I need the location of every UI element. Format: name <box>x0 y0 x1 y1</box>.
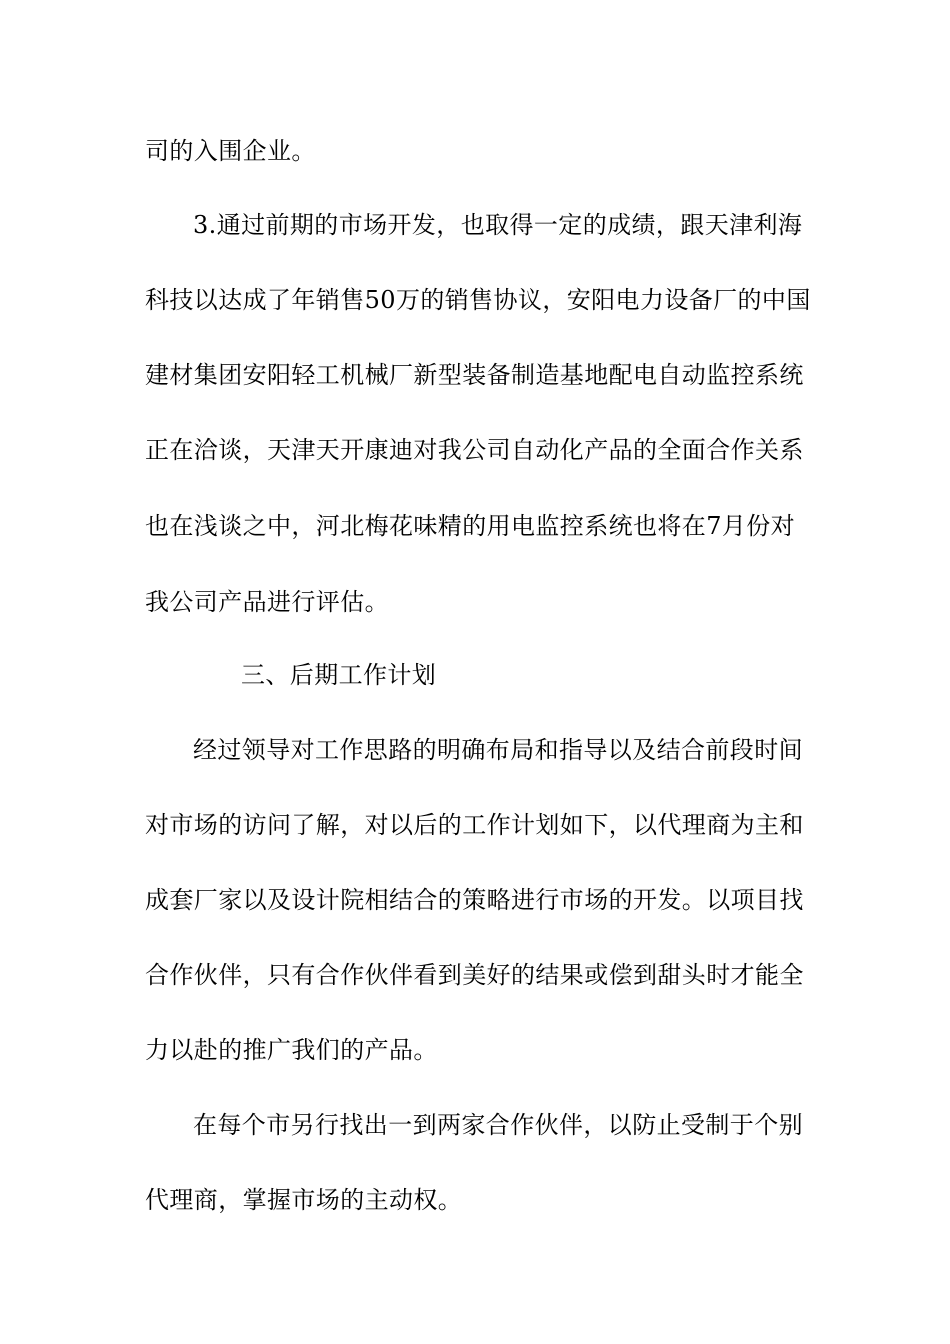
paragraph-line-8: 经过领导对工作思路的明确布局和指导以及结合前段时间 <box>193 736 803 764</box>
paragraph-line-4: 建材集团安阳轻工机械厂新型装备制造基地配电自动监控系统 <box>145 361 804 389</box>
paragraph-line-9: 对市场的访问了解，对以后的工作计划如下，以代理商为主和 <box>145 811 804 839</box>
paragraph-line-7: 我公司产品进行评估。 <box>145 588 389 616</box>
paragraph-line-2: 3.通过前期的市场开发，也取得一定的成绩，跟天津利海 <box>193 211 803 239</box>
paragraph-line-1: 司的入围企业。 <box>145 137 316 165</box>
paragraph-line-11: 合作伙伴，只有合作伙伴看到美好的结果或偿到甜头时才能全 <box>145 961 804 989</box>
paragraph-line-6: 也在浅谈之中，河北梅花味精的用电监控系统也将在7月份对 <box>145 512 796 540</box>
paragraph-line-10: 成套厂家以及设计院相结合的策略进行市场的开发。以项目找 <box>145 886 804 914</box>
paragraph-line-3: 科技以达成了年销售50万的销售协议，安阳电力设备厂的中国 <box>145 286 811 314</box>
paragraph-line-12: 力以赴的推广我们的产品。 <box>145 1036 438 1064</box>
paragraph-line-5: 正在洽谈，天津天开康迪对我公司自动化产品的全面合作关系 <box>145 436 804 464</box>
section-heading: 三、后期工作计划 <box>241 661 437 689</box>
paragraph-line-14: 代理商，掌握市场的主动权。 <box>145 1186 463 1214</box>
paragraph-line-13: 在每个市另行找出一到两家合作伙伴，以防止受制于个别 <box>193 1111 803 1139</box>
